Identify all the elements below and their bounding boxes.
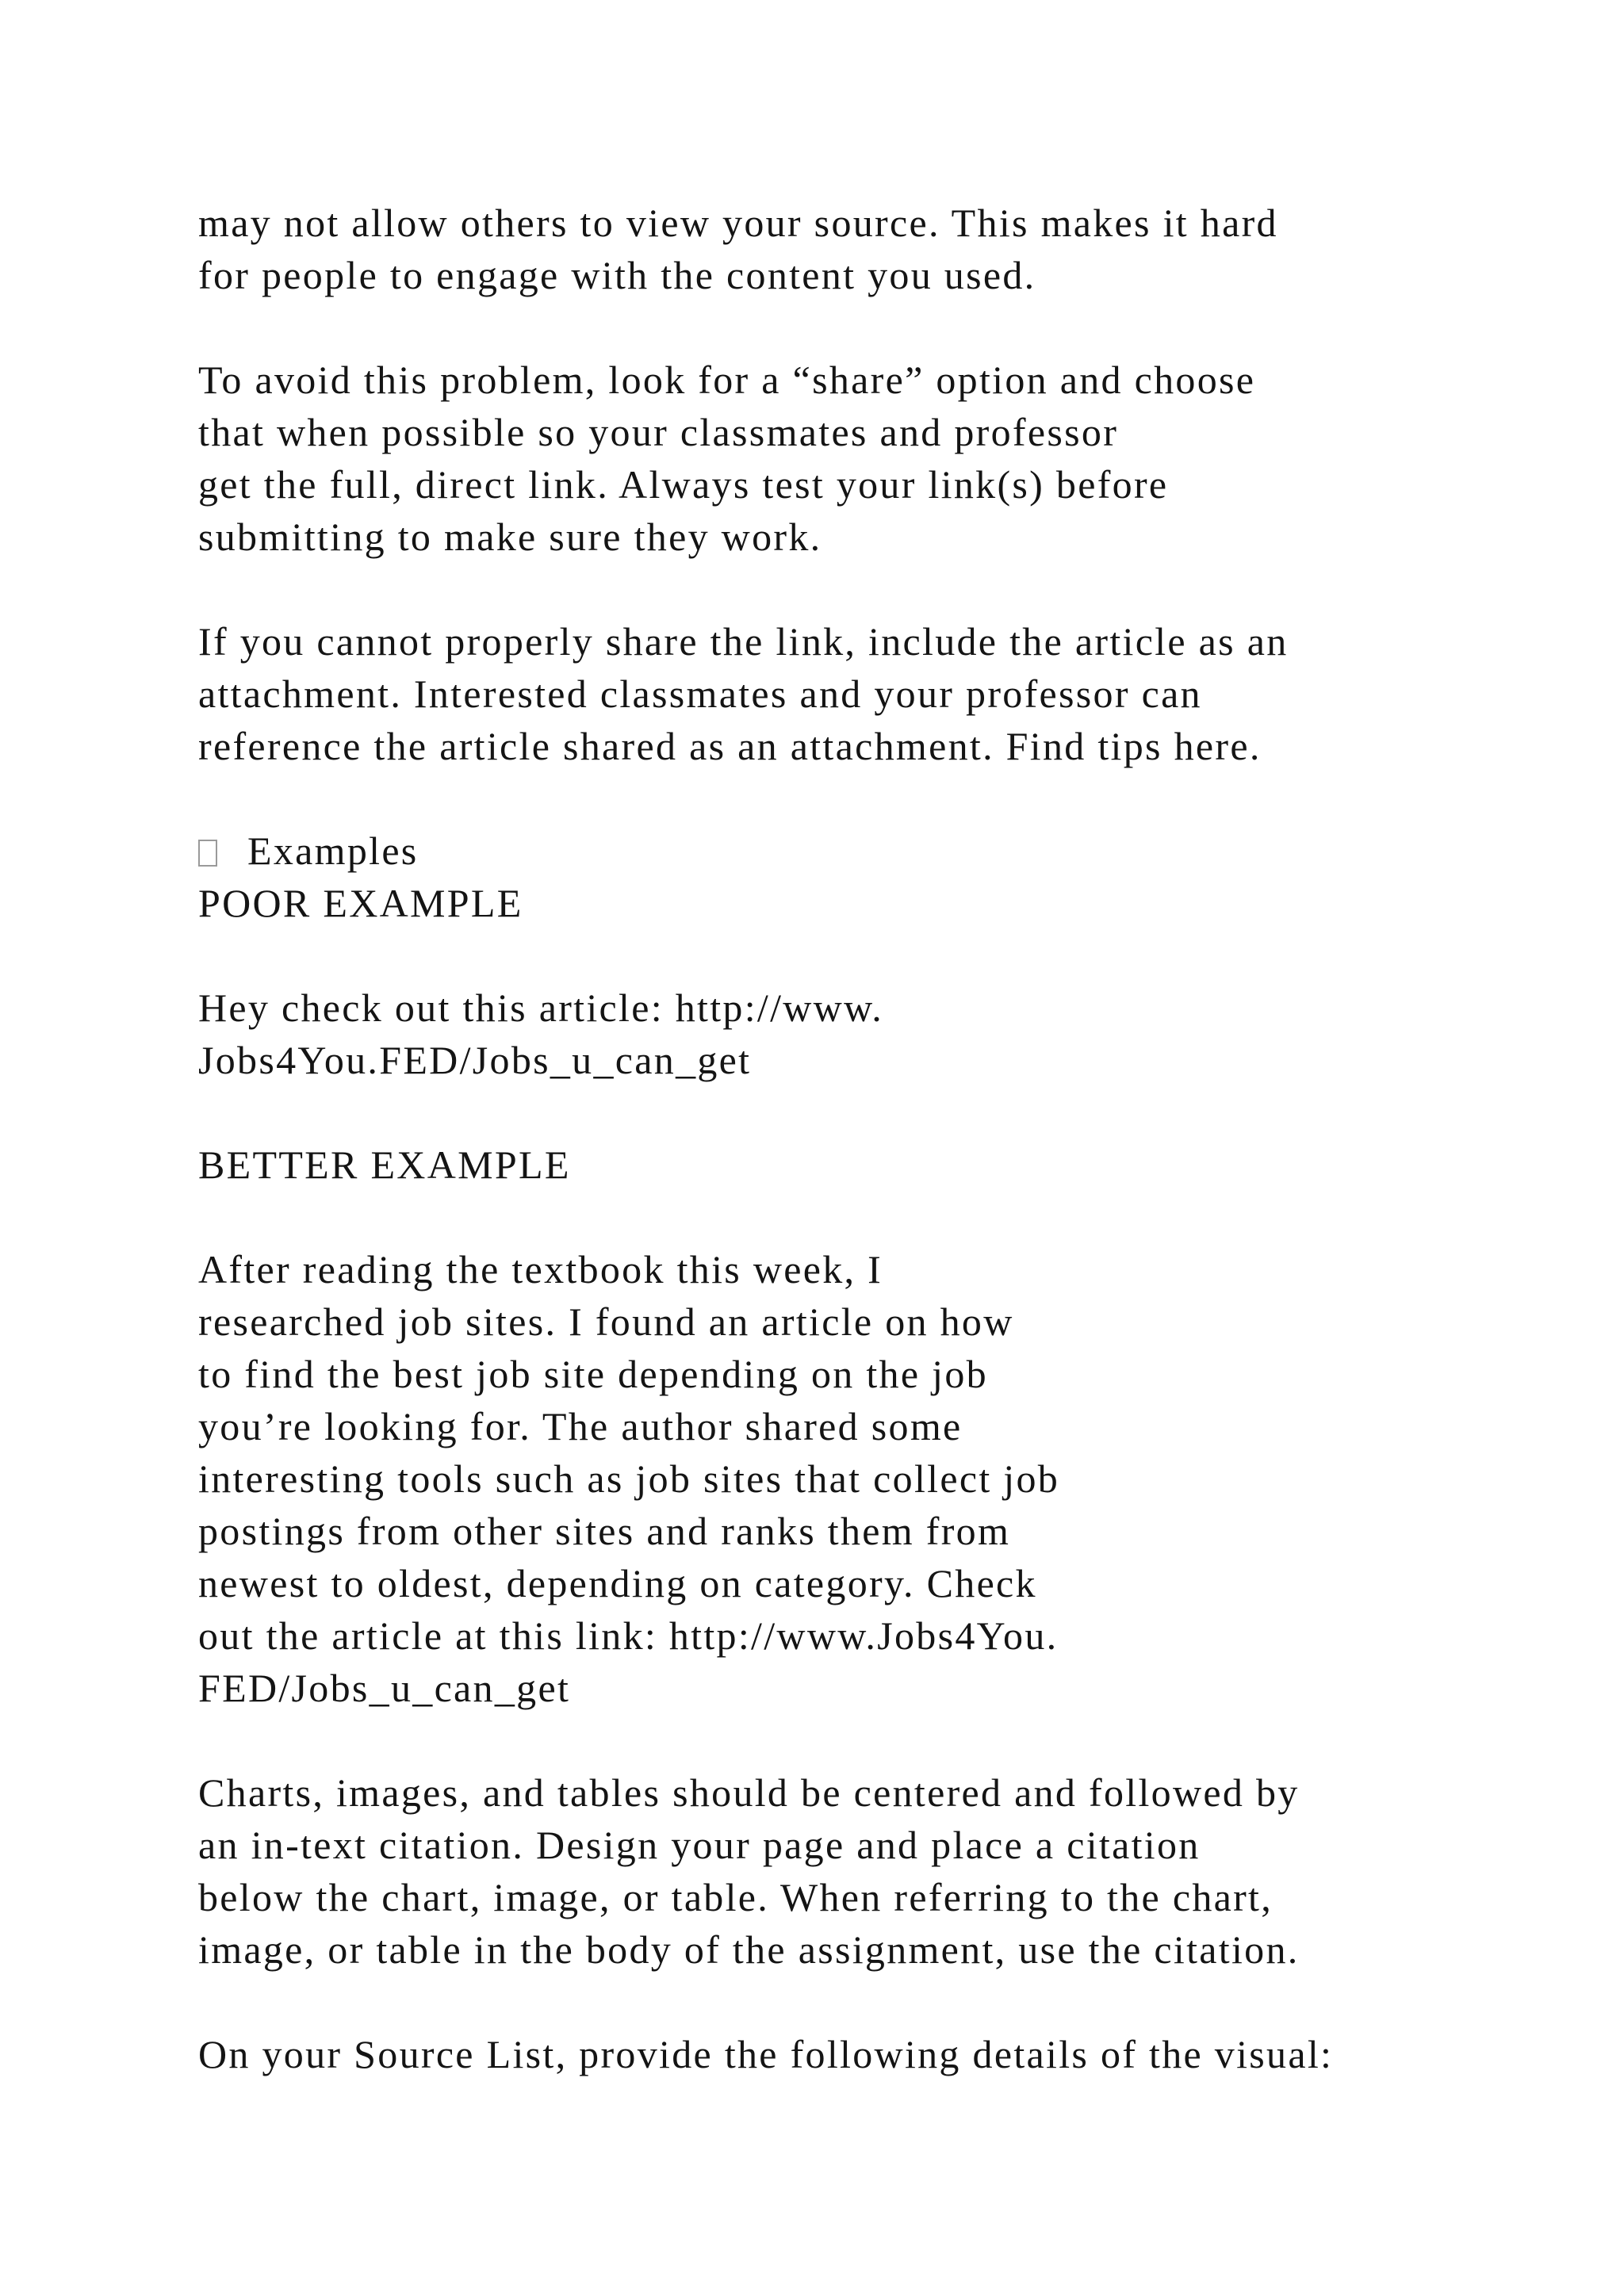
text-line: to find the best job site depending on the job [198,1352,988,1396]
text-line: you’re looking for. The author shared some [198,1404,963,1448]
text-line: interesting tools such as job sites that collect job [198,1456,1060,1501]
text-line: get the full, direct link. Always test your link(s) before [198,462,1169,507]
text-line: below the chart, image, or table. When referring to the chart, [198,1875,1274,1919]
text-line: may not allow others to view your source. This makes it hard [198,201,1278,245]
text-line: On your Source List, provide the following details of the visual: [198,2032,1334,2076]
text-line: an in-text citation. Design your page and place a citation [198,1823,1201,1867]
examples-toggle[interactable] [198,828,419,873]
examples-label: Examples [247,828,419,873]
text-line: Hey check out this article: http://www. [198,985,884,1030]
text-line: reference the article shared as an attachment. Find tips here. [198,724,1262,768]
text-line: newest to oldest, depending on category. Check [198,1561,1037,1605]
text-line: researched job sites. I found an article on how [198,1299,1014,1344]
text-line: Charts, images, and tables should be centered and followed by [198,1770,1300,1815]
better-example-heading: BETTER EXAMPLE [198,1142,571,1187]
text-line: for people to engage with the content you used. [198,253,1036,297]
text-line: FED/Jobs_u_can_get [198,1666,571,1710]
text-line: out the article at this link: http://www.Jobs4You. [198,1613,1059,1658]
text-line: attachment. Interested classmates and your professor can [198,672,1202,716]
missing-glyph-box-icon [198,840,217,867]
text-line: Jobs4You.FED/Jobs_u_can_get [198,1038,752,1082]
text-line: postings from other sites and ranks them from [198,1509,1011,1553]
poor-example-heading: POOR EXAMPLE [198,881,523,925]
text-line: submitting to make sure they work. [198,515,822,559]
text-line: image, or table in the body of the assignment, use the citation. [198,1927,1300,1972]
text-line: To avoid this problem, look for a “share” option and choose [198,358,1256,402]
text-line: that when possible so your classmates and professor [198,410,1119,454]
text-line: If you cannot properly share the link, include the article as an [198,619,1289,664]
text-line: After reading the textbook this week, I [198,1247,883,1292]
